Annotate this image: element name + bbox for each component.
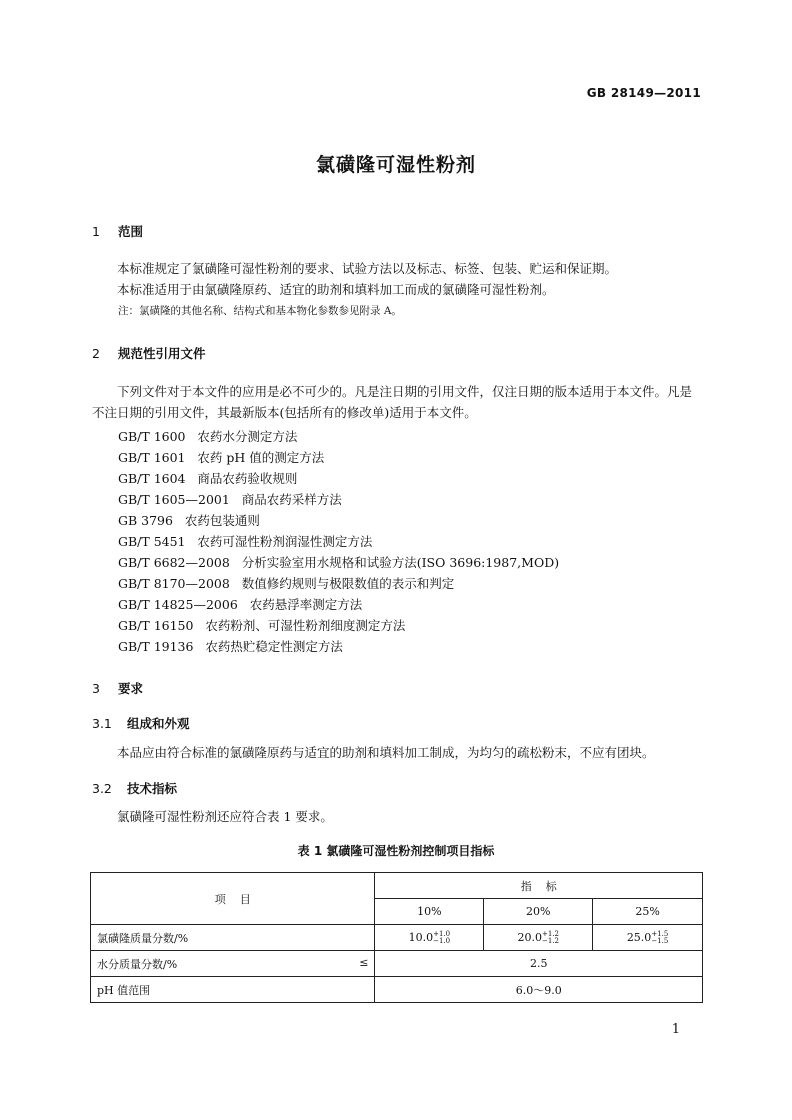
col-header: 10% <box>375 899 484 925</box>
row-label-text: 水分质量分数/% <box>97 957 178 971</box>
subsection-title: 技术指标 <box>127 781 178 796</box>
table-cell <box>484 925 593 951</box>
subsection-number: 3.1 <box>92 716 112 731</box>
index-header: 指 标 <box>375 873 703 899</box>
table-cell <box>375 925 484 951</box>
section-title: 范围 <box>118 224 144 239</box>
table-caption: 表 1 氯磺隆可湿性粉剂控制项目指标 <box>297 844 495 858</box>
tolerance-plus: +1.0 <box>433 929 451 938</box>
reference-item: GB/T 6682—2008 分析实验室用水规格和试验方法(ISO 3696:1987,MOD) <box>118 555 560 570</box>
section-2-heading <box>92 344 206 362</box>
tolerance-minus: −1.5 <box>651 936 669 945</box>
item-header: 项 目 <box>91 873 375 925</box>
reference-item: GB/T 14825—2006 农药悬浮率测定方法 <box>118 597 363 612</box>
section-number: 3 <box>92 681 100 696</box>
reference-item: GB/T 8170—2008 数值修约规则与极限数值的表示和判定 <box>118 576 455 591</box>
row-label: 氯磺隆质量分数/% <box>91 925 375 951</box>
scope-note: 注：氯磺隆的其他名称、结构式和基本物化参数参见附录 A。 <box>118 305 402 317</box>
section-title: 要求 <box>118 681 144 696</box>
subsection-number: 3.2 <box>92 781 112 796</box>
tolerance-plus: +1.2 <box>541 929 559 938</box>
table-row <box>91 951 703 977</box>
standard-number: GB 28149—2011 <box>586 86 701 100</box>
value-base: 25.0 <box>626 930 652 944</box>
subsection-3-2-heading <box>92 779 177 797</box>
tolerance-minus: −1.0 <box>433 936 451 945</box>
reference-item: GB/T 1600 农药水分测定方法 <box>118 429 298 444</box>
subsection-title: 组成和外观 <box>127 716 190 731</box>
table-row <box>91 925 703 951</box>
table-cell <box>593 925 703 951</box>
tolerance-plus: +1.5 <box>651 929 669 938</box>
value-base: 20.0 <box>517 930 542 944</box>
spec-table <box>90 872 703 1003</box>
section-number: 2 <box>92 346 100 361</box>
table-cell: 6.0～9.0 <box>375 977 703 1003</box>
col-header: 25% <box>593 899 703 925</box>
composition-paragraph: 本品应由符合标准的氯磺隆原药与适宜的助剂和填料加工制成，为均匀的疏松粉末，不应有团块。 <box>117 745 655 760</box>
scope-paragraph-1: 本标准规定了氯磺隆可湿性粉剂的要求、试验方法以及标志、标签、包装、贮运和保证期。 <box>117 261 618 276</box>
reference-item: GB/T 19136 农药热贮稳定性测定方法 <box>118 639 343 654</box>
reference-item: GB/T 5451 农药可湿性粉剂润湿性测定方法 <box>118 534 373 549</box>
reference-item: GB/T 16150 农药粉剂、可湿性粉剂细度测定方法 <box>118 618 406 633</box>
subsection-3-1-heading <box>92 714 190 732</box>
section-1-heading <box>92 222 143 240</box>
section-3-heading <box>92 679 143 697</box>
reference-item: GB/T 1605—2001 商品农药采样方法 <box>118 492 342 507</box>
col-header: 20% <box>484 899 593 925</box>
scope-paragraph-2: 本标准适用于由氯磺隆原药、适宜的助剂和填料加工而成的氯磺隆可湿性粉剂。 <box>117 282 555 297</box>
section-title: 规范性引用文件 <box>118 346 206 361</box>
table-row <box>91 977 703 1003</box>
reference-item: GB 3796 农药包装通则 <box>118 513 260 528</box>
limit-sign: ≤ <box>359 955 369 969</box>
value-base: 10.0 <box>408 930 434 944</box>
row-label <box>91 951 375 977</box>
reference-item: GB/T 1601 农药 pH 值的测定方法 <box>118 450 325 465</box>
technical-paragraph: 氯磺隆可湿性粉剂还应符合表 1 要求。 <box>117 809 333 824</box>
document-title: 氯磺隆可湿性粉剂 <box>315 154 476 176</box>
table-cell: 2.5 <box>375 951 703 977</box>
section-number: 1 <box>92 224 100 239</box>
references-intro: 下列文件对于本文件的应用是必不可少的。凡是注日期的引用文件，仅注日期的版本适用于本文件。凡是不注日期的引用文件，其最新版本(包括所有的修改单)适用于本文件。 <box>92 384 693 420</box>
row-label: pH 值范围 <box>91 977 375 1003</box>
reference-item: GB/T 1604 商品农药验收规则 <box>118 471 298 486</box>
table-header-row <box>91 873 703 899</box>
tolerance-minus: −1.2 <box>541 936 559 945</box>
page-number: 1 <box>671 1022 680 1037</box>
